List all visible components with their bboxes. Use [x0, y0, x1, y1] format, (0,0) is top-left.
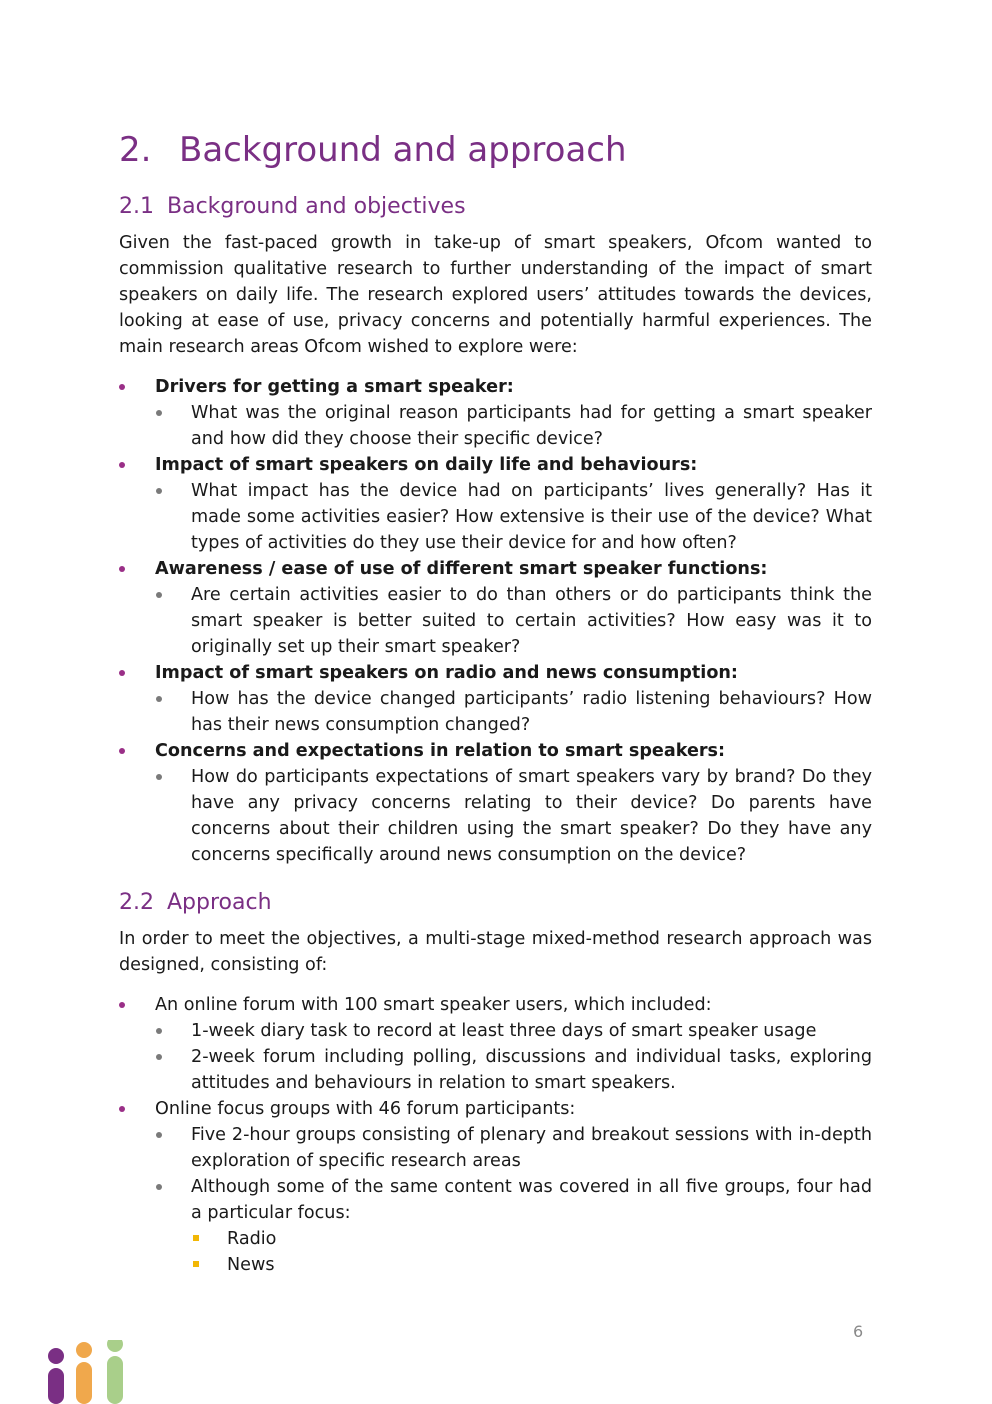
- sub-list-item-text: 2-week forum including polling, discussions and individual tasks, exploring attitudes and behaviours in relation to smart speakers.: [191, 1047, 872, 1093]
- sub-list-item-text: What was the original reason participants had for getting a smart speaker and how did they choose their specific device?: [191, 403, 872, 449]
- focus-list-item-text: Radio: [227, 1229, 277, 1249]
- bullet-icon: [156, 1132, 162, 1138]
- bullet-icon: [119, 1106, 125, 1112]
- list-item-label: Drivers for getting a smart speaker:: [155, 377, 514, 397]
- list-item: [119, 992, 872, 1096]
- bullet-icon: [156, 1054, 162, 1060]
- research-areas-list: [119, 374, 872, 868]
- section-heading-objectives: [119, 194, 466, 219]
- sub-list-item: [155, 400, 872, 452]
- sub-list-item-text: Although some of the same content was covered in all five groups, four had a particular focus:: [191, 1177, 872, 1223]
- section-number: 2.1: [119, 194, 154, 219]
- list-item-label: An online forum with 100 smart speaker users, which included:: [155, 995, 712, 1015]
- sub-list-item: [155, 1174, 872, 1278]
- square-bullet-icon: [193, 1235, 199, 1241]
- sub-list-item-text: What impact has the device had on participants’ lives generally? Has it made some activities easier? How extensive is their use of the device? What types of activities do they use their device for and how often?: [191, 481, 872, 553]
- sub-list-item: [155, 764, 872, 868]
- bullet-icon: [156, 774, 162, 780]
- focus-list-item: [191, 1226, 872, 1252]
- list-item: [119, 738, 872, 868]
- bullet-icon: [156, 410, 162, 416]
- section-heading-approach: [119, 890, 272, 915]
- bullet-icon: [156, 592, 162, 598]
- list-item-label: Impact of smart speakers on radio and news consumption:: [155, 663, 738, 683]
- sub-list-item-text: How has the device changed participants’ radio listening behaviours? How has their news consumption changed?: [191, 689, 872, 735]
- list-item: [119, 374, 872, 452]
- focus-list-item: [191, 1252, 872, 1278]
- page-number: 6: [853, 1322, 864, 1341]
- list-item: [119, 556, 872, 660]
- bullet-icon: [156, 696, 162, 702]
- sub-list-item-text: How do participants expectations of smart speakers vary by brand? Do they have any privacy concerns relating to their device? Do parents have concerns about their children using the smart speaker? Do they have any concerns specifically around news consumption on the device?: [191, 767, 872, 865]
- bullet-icon: [156, 488, 162, 494]
- list-item: [119, 452, 872, 556]
- bullet-icon: [156, 1028, 162, 1034]
- objectives-intro-paragraph: Given the fast-paced growth in take-up of smart speakers, Ofcom wanted to commission qualitative research to further understanding of the impact of smart speakers on daily life. The research explored users’ attitudes towards the devices, looking at ease of use, privacy concerns and potentially harmful experiences. The main research areas Ofcom wished to explore were:: [119, 233, 872, 357]
- bullet-icon: [119, 566, 125, 572]
- bullet-icon: [156, 1184, 162, 1190]
- sub-list-item-text: Are certain activities easier to do than others or do participants think the smart speaker is better suited to certain activities? How easy was it to originally set up their smart speaker?: [191, 585, 872, 657]
- list-item-label: Impact of smart speakers on daily life and behaviours:: [155, 455, 698, 475]
- focus-list-item-text: News: [227, 1255, 275, 1275]
- sub-list-item: [155, 582, 872, 660]
- sub-list-item-text: Five 2-hour groups consisting of plenary and breakout sessions with in-depth exploration of specific research areas: [191, 1125, 872, 1171]
- sub-list-item: [155, 686, 872, 738]
- approach-intro-paragraph: In order to meet the objectives, a multi-stage mixed-method research approach was designed, consisting of:: [119, 929, 872, 975]
- sub-list-item: [155, 478, 872, 556]
- logo-figure-purple: [48, 1348, 64, 1404]
- section-number: 2.2: [119, 890, 154, 915]
- bullet-icon: [119, 384, 125, 390]
- bullet-icon: [119, 1002, 125, 1008]
- list-item-label: Awareness / ease of use of different smart speaker functions:: [155, 559, 768, 579]
- list-item: [119, 660, 872, 738]
- section-title: Approach: [167, 890, 272, 915]
- logo-figure-green: [107, 1340, 123, 1404]
- list-item-label: Online focus groups with 46 forum participants:: [155, 1099, 576, 1119]
- list-item: [119, 1096, 872, 1278]
- logo-figure-orange: [76, 1342, 92, 1404]
- sub-list-item: [155, 1044, 872, 1096]
- bullet-icon: [119, 670, 125, 676]
- approach-list: [119, 992, 872, 1278]
- sub-list-item-text: 1-week diary task to record at least three days of smart speaker usage: [191, 1021, 817, 1041]
- square-bullet-icon: [193, 1261, 199, 1267]
- ofcom-people-logo: [44, 1340, 134, 1404]
- chapter-title: Background and approach: [179, 130, 627, 170]
- sub-list-item: [155, 1018, 872, 1044]
- bullet-icon: [119, 462, 125, 468]
- chapter-number: 2.: [119, 130, 152, 170]
- bullet-icon: [119, 748, 125, 754]
- list-item-label: Concerns and expectations in relation to smart speakers:: [155, 741, 726, 761]
- chapter-heading: [119, 130, 627, 170]
- sub-list-item: [155, 1122, 872, 1174]
- section-title: Background and objectives: [167, 194, 466, 219]
